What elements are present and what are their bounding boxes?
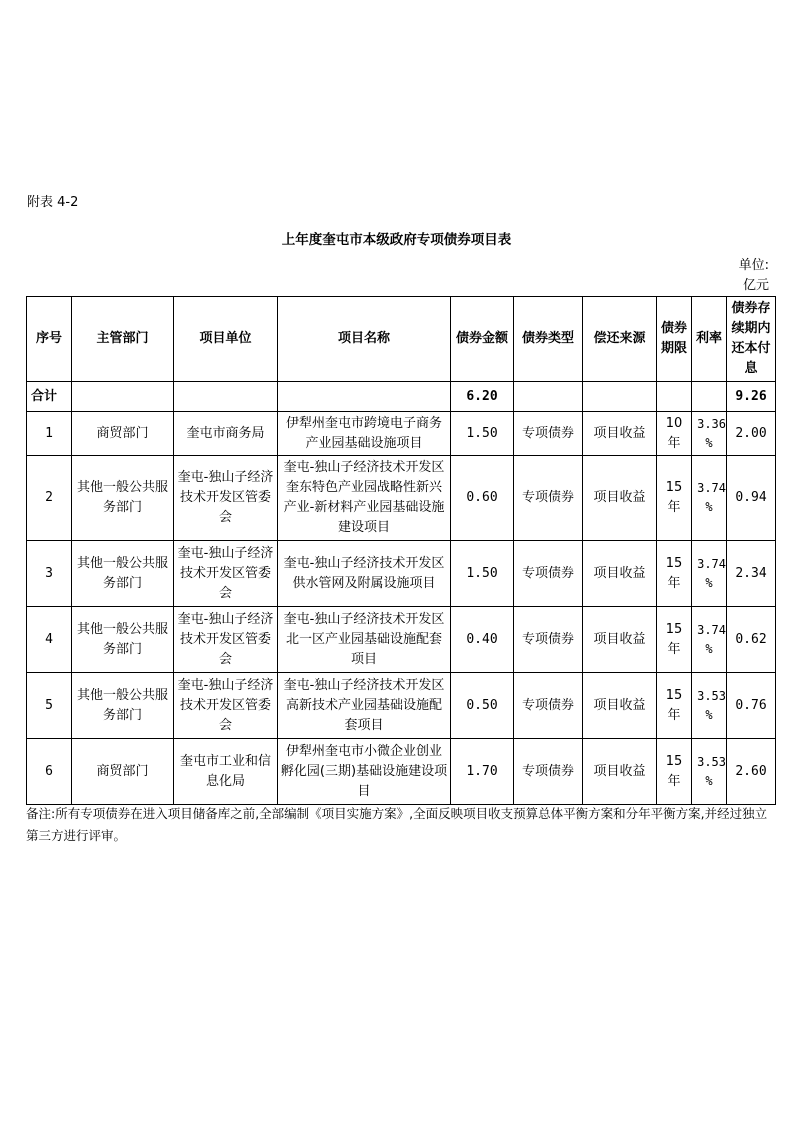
table-row <box>27 739 776 805</box>
rate-value: 3.74 <box>697 481 726 495</box>
rate-value: 3.53 <box>697 688 726 703</box>
rate-percent: % <box>705 500 713 514</box>
row-unit: 奎屯市工业和信息化局 <box>174 739 278 805</box>
header-cell: 债券期限 <box>657 297 692 382</box>
row-amount: 0.40 <box>451 607 514 673</box>
attachment-label: 附表 4-2 <box>27 195 79 210</box>
row-unit: 奎屯市商务局 <box>174 412 278 456</box>
bond-project-table <box>26 296 776 805</box>
rate-value: 3.36 <box>697 416 726 431</box>
rate-value: 3.53 <box>697 754 726 769</box>
row-bond-type: 专项债券 <box>514 412 583 456</box>
rate-percent: % <box>705 641 713 656</box>
header-cell: 序号 <box>27 297 72 382</box>
table-row <box>27 456 776 541</box>
row-repay-source: 项目收益 <box>583 607 657 673</box>
row-project-name: 奎屯-独山子经济技术开发区北一区产业园基础设施配套项目 <box>278 607 451 673</box>
row-term: 15 年 <box>657 607 692 673</box>
total-repayment: 9.26 <box>727 382 776 412</box>
rate-percent: % <box>705 707 713 722</box>
row-department: 其他一般公共服务部门 <box>72 673 174 739</box>
row-unit: 奎屯-独山子经济技术开发区管委会 <box>174 607 278 673</box>
row-rate <box>692 541 727 607</box>
row-amount: 1.70 <box>451 739 514 805</box>
table-row <box>27 673 776 739</box>
row-term: 15 年 <box>657 673 692 739</box>
header-cell: 债券存续期内还本付息 <box>727 297 776 382</box>
total-row <box>27 382 776 412</box>
row-department: 其他一般公共服务部门 <box>72 607 174 673</box>
row-number: 6 <box>27 739 72 805</box>
row-number: 1 <box>27 412 72 456</box>
row-department: 其他一般公共服务部门 <box>72 456 174 541</box>
row-repayment: 2.34 <box>727 541 776 607</box>
table-row <box>27 607 776 673</box>
row-term: 10 年 <box>657 412 692 456</box>
row-department: 商贸部门 <box>72 739 174 805</box>
footnote: 备注:所有专项债券在进入项目储备库之前,全部编制《项目实施方案》,全面反映项目收支预算总体平衡方案和分年平衡方案,并经过独立第三方进行评审。 <box>26 806 768 843</box>
row-project-name: 伊犁州奎屯市小微企业创业孵化园(三期)基础设施建设项目 <box>278 739 451 805</box>
row-number: 3 <box>27 541 72 607</box>
header-cell: 项目单位 <box>174 297 278 382</box>
row-number: 2 <box>27 456 72 541</box>
row-repayment: 2.00 <box>727 412 776 456</box>
table-header-row <box>27 297 776 382</box>
row-repayment: 0.94 <box>727 456 776 541</box>
row-repay-source: 项目收益 <box>583 739 657 805</box>
row-rate <box>692 412 727 456</box>
page-title: 上年度奎屯市本级政府专项债券项目表 <box>281 232 512 248</box>
rate-value: 3.74 <box>697 556 726 571</box>
row-department: 其他一般公共服务部门 <box>72 541 174 607</box>
row-repay-source: 项目收益 <box>583 673 657 739</box>
rate-percent: % <box>705 773 713 788</box>
row-project-name: 奎屯-独山子经济技术开发区奎东特色产业园战略性新兴产业-新材料产业园基础设施建设项目 <box>278 456 451 541</box>
row-rate <box>692 456 727 541</box>
table-row <box>27 541 776 607</box>
row-project-name: 伊犁州奎屯市跨境电子商务产业园基础设施项目 <box>278 412 451 456</box>
unit-line-2: 亿元 <box>742 278 769 293</box>
header-cell: 利率 <box>692 297 727 382</box>
unit-label <box>709 256 769 296</box>
row-repay-source: 项目收益 <box>583 541 657 607</box>
row-project-name: 奎屯-独山子经济技术开发区高新技术产业园基础设施配套项目 <box>278 673 451 739</box>
row-bond-type: 专项债券 <box>514 673 583 739</box>
row-rate <box>692 607 727 673</box>
row-amount: 0.60 <box>451 456 514 541</box>
rate-percent: % <box>705 435 713 450</box>
row-bond-type: 专项债券 <box>514 541 583 607</box>
row-repayment: 0.76 <box>727 673 776 739</box>
row-unit: 奎屯-独山子经济技术开发区管委会 <box>174 673 278 739</box>
row-term: 15 年 <box>657 739 692 805</box>
header-cell: 项目名称 <box>278 297 451 382</box>
row-repay-source: 项目收益 <box>583 412 657 456</box>
total-amount: 6.20 <box>451 382 514 412</box>
header-cell: 主管部门 <box>72 297 174 382</box>
row-repayment: 0.62 <box>727 607 776 673</box>
header-cell: 债券类型 <box>514 297 583 382</box>
row-rate <box>692 673 727 739</box>
rate-value: 3.74 <box>697 622 726 637</box>
unit-line-1: 单位: <box>738 258 769 273</box>
row-bond-type: 专项债券 <box>514 739 583 805</box>
row-unit: 奎屯-独山子经济技术开发区管委会 <box>174 456 278 541</box>
row-amount: 1.50 <box>451 541 514 607</box>
total-label: 合计 <box>27 382 72 412</box>
header-cell: 偿还来源 <box>583 297 657 382</box>
row-bond-type: 专项债券 <box>514 456 583 541</box>
rate-percent: % <box>705 575 713 590</box>
row-number: 4 <box>27 607 72 673</box>
row-amount: 1.50 <box>451 412 514 456</box>
row-department: 商贸部门 <box>72 412 174 456</box>
table-row <box>27 412 776 456</box>
row-number: 5 <box>27 673 72 739</box>
row-amount: 0.50 <box>451 673 514 739</box>
row-term: 15 年 <box>657 541 692 607</box>
row-rate <box>692 739 727 805</box>
row-repayment: 2.60 <box>727 739 776 805</box>
row-term: 15 年 <box>657 456 692 541</box>
row-unit: 奎屯-独山子经济技术开发区管委会 <box>174 541 278 607</box>
header-cell: 债券金额 <box>451 297 514 382</box>
row-project-name: 奎屯-独山子经济技术开发区供水管网及附属设施项目 <box>278 541 451 607</box>
row-repay-source: 项目收益 <box>583 456 657 541</box>
row-bond-type: 专项债券 <box>514 607 583 673</box>
